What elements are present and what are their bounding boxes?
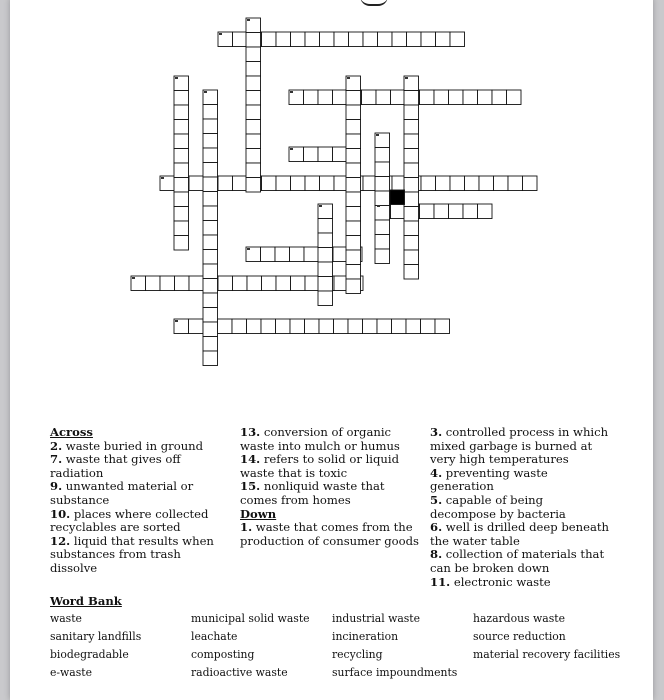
clue-number-mark — [377, 205, 380, 207]
clue-down-6: 6. well is drilled deep beneath the water table — [430, 520, 609, 548]
crossword-cell[interactable] — [406, 319, 421, 334]
crossword-cell[interactable] — [407, 32, 422, 47]
crossword-cell[interactable] — [523, 176, 538, 191]
crossword-cell[interactable] — [233, 176, 248, 191]
crossword-cell[interactable] — [246, 134, 261, 149]
crossword-cell[interactable] — [346, 134, 361, 149]
crossword-cell[interactable] — [346, 105, 361, 120]
crossword-cell[interactable] — [404, 105, 419, 120]
crossword-cell[interactable] — [377, 319, 392, 334]
crossword-cell[interactable] — [421, 176, 436, 191]
crossword-cell[interactable] — [363, 319, 378, 334]
word-bank-item: municipal solid waste — [191, 612, 310, 625]
down-heading: Down — [240, 506, 277, 521]
crossword-cell[interactable] — [318, 90, 333, 105]
crossword-cell[interactable] — [346, 91, 361, 106]
crossword-cell[interactable] — [203, 177, 218, 192]
clue-across-15: 15. nonliquid waste that comes from homes — [240, 479, 385, 507]
crossword-cell[interactable] — [346, 279, 361, 294]
crossword-cell[interactable] — [174, 192, 189, 207]
clue-number-mark — [319, 205, 322, 207]
crossword-cell[interactable] — [262, 176, 277, 191]
crossword-cell[interactable] — [375, 148, 390, 163]
crossword-cell[interactable] — [246, 33, 261, 48]
crossword-cell[interactable] — [276, 319, 291, 334]
crossword-cell[interactable] — [203, 221, 218, 236]
word-bank-item: composting — [191, 648, 255, 661]
clue-across-2: 2. waste buried in ground — [50, 438, 204, 453]
crossword-cell[interactable] — [203, 134, 218, 149]
crossword-cell[interactable] — [291, 176, 306, 191]
crossword-cell[interactable] — [349, 32, 364, 47]
crossword-cell[interactable] — [465, 176, 480, 191]
crossword-cell[interactable] — [203, 163, 218, 178]
crossword-cell[interactable] — [218, 319, 233, 334]
crossword-cell[interactable] — [434, 204, 449, 219]
clue-across-12: 12. liquid that results when substances from trash dissolve — [50, 533, 214, 575]
clue-across-13: 13. conversion of organic waste into mulch or humus — [240, 425, 400, 453]
word-bank-item: e-waste — [50, 666, 92, 679]
crossword-cell[interactable] — [203, 235, 218, 250]
crossword-cell[interactable] — [246, 91, 261, 106]
crossword-cell[interactable] — [404, 265, 419, 280]
crossword-cell[interactable] — [436, 32, 451, 47]
crossword-cell[interactable] — [404, 134, 419, 149]
crossword-cell[interactable] — [334, 319, 349, 334]
clue-number-mark — [175, 320, 178, 322]
crossword-cell[interactable] — [404, 163, 419, 178]
crossword-cell[interactable] — [203, 119, 218, 134]
crossword-cell[interactable] — [375, 220, 390, 235]
crossword-cell[interactable] — [404, 91, 419, 106]
word-bank-item: material recovery facilities — [473, 648, 621, 661]
crossword-cell[interactable] — [174, 91, 189, 106]
crossword-cell[interactable] — [346, 236, 361, 251]
crossword-cell[interactable] — [320, 32, 335, 47]
crossword-cell[interactable] — [232, 319, 247, 334]
crossword-cell[interactable] — [494, 176, 509, 191]
crossword-cell[interactable] — [146, 276, 161, 291]
crossword-cell[interactable] — [479, 176, 494, 191]
clue-across-7: 7. waste that gives off radiation — [50, 452, 181, 480]
crossword-cell[interactable] — [246, 105, 261, 120]
crossword-cell[interactable] — [362, 90, 377, 105]
crossword-cell[interactable] — [174, 149, 189, 164]
crossword-cell[interactable] — [449, 90, 464, 105]
word-bank-item: incineration — [332, 630, 399, 643]
crossword-cell[interactable] — [404, 192, 419, 207]
crossword-cell[interactable] — [246, 47, 261, 62]
clue-down-4: 4. preventing waste generation — [430, 465, 548, 494]
crossword-cell[interactable] — [375, 191, 390, 206]
crossword-cell[interactable] — [378, 32, 393, 47]
clues-col-2 — [240, 426, 420, 548]
across-heading: Across — [50, 425, 93, 439]
crossword-cell[interactable] — [203, 264, 218, 279]
crossword-cell[interactable] — [318, 219, 333, 234]
clue-number-mark — [247, 19, 250, 21]
crossword-cell[interactable] — [375, 162, 390, 177]
crossword-cell[interactable] — [304, 90, 319, 105]
crossword-cell[interactable] — [450, 176, 465, 191]
crossword-cell[interactable] — [346, 221, 361, 236]
crossword-cell[interactable] — [203, 105, 218, 120]
crossword-cell[interactable] — [333, 147, 348, 162]
crossword-cell[interactable] — [218, 276, 233, 291]
crossword-cell[interactable] — [174, 178, 189, 193]
crossword-cell[interactable] — [174, 105, 189, 120]
crossword-cell[interactable] — [392, 319, 407, 334]
crossword-cell[interactable] — [246, 149, 261, 164]
crossword-cell[interactable] — [218, 176, 233, 191]
crossword-cell[interactable] — [507, 90, 522, 105]
crossword-cell[interactable] — [420, 204, 435, 219]
crossword-cell[interactable] — [463, 204, 478, 219]
crossword-cell[interactable] — [421, 32, 436, 47]
crossword-cell[interactable] — [346, 163, 361, 178]
crossword-cell[interactable] — [318, 233, 333, 248]
crossword-cell[interactable] — [450, 32, 465, 47]
crossword-cell[interactable] — [276, 32, 291, 47]
crossword-cell[interactable] — [291, 276, 306, 291]
clue-down-3: 3. controlled process in which mixed garbage is burned at very high temperatures — [430, 425, 609, 467]
crossword-cell[interactable] — [375, 206, 390, 221]
crossword-cell[interactable] — [346, 207, 361, 222]
word-bank-item: leachate — [191, 630, 238, 643]
word-bank-item: surface impoundments — [332, 666, 458, 679]
crossword-cell[interactable] — [233, 276, 248, 291]
crossword-cell[interactable] — [304, 147, 319, 162]
clue-number-mark — [247, 248, 250, 250]
word-bank-item: waste — [50, 612, 82, 625]
crossword-cell[interactable] — [247, 319, 262, 334]
crossword-cell[interactable] — [246, 76, 261, 91]
crossword-cell[interactable] — [478, 90, 493, 105]
crossword-cell[interactable] — [174, 120, 189, 135]
clue-number-mark — [161, 177, 164, 179]
crossword-cell[interactable] — [421, 319, 436, 334]
crossword-cell[interactable] — [404, 250, 419, 265]
word-bank-item: recycling — [332, 648, 383, 661]
word-bank-item: industrial waste — [332, 612, 421, 625]
word-bank-item: radioactive waste — [191, 666, 288, 679]
crossword-cell[interactable] — [376, 90, 391, 105]
clue-number-mark — [405, 77, 408, 79]
crossword-cell[interactable] — [189, 319, 204, 334]
clue-down-8: 8. collection of materials that can be broken down — [430, 547, 605, 575]
word-bank-item: hazardous waste — [473, 612, 565, 625]
crossword-cell[interactable] — [261, 247, 276, 262]
crossword-cell[interactable] — [318, 147, 333, 162]
crossword-cell[interactable] — [305, 176, 320, 191]
crossword-cell[interactable] — [478, 204, 493, 219]
crossword-cell[interactable] — [318, 262, 333, 277]
word-bank-heading: Word Bank — [50, 594, 122, 608]
crossword-cell[interactable] — [290, 247, 305, 262]
crossword-cell[interactable] — [404, 236, 419, 251]
crossword-cell[interactable] — [492, 90, 507, 105]
crossword-cell[interactable] — [174, 236, 189, 251]
crossword-cell[interactable] — [304, 247, 319, 262]
crossword-cell[interactable] — [318, 277, 333, 292]
crossword-cell[interactable] — [246, 163, 261, 178]
crossword-cell[interactable] — [391, 204, 406, 219]
crossword-cell[interactable] — [275, 247, 290, 262]
crossword-cell[interactable] — [375, 249, 390, 264]
crossword-cell[interactable] — [246, 120, 261, 135]
crossword-cell[interactable] — [404, 207, 419, 222]
crossword-cell[interactable] — [203, 308, 218, 323]
black-square — [390, 190, 405, 205]
crossword-cell[interactable] — [346, 149, 361, 164]
crossword-cell[interactable] — [363, 32, 378, 47]
crossword-cell[interactable] — [320, 176, 335, 191]
crossword-cell[interactable] — [203, 250, 218, 265]
crossword-cell[interactable] — [449, 204, 464, 219]
crossword-cell[interactable] — [404, 120, 419, 135]
crossword-cell[interactable] — [436, 176, 451, 191]
crossword-cell[interactable] — [375, 177, 390, 192]
clue-across-14: 14. refers to solid or liquid waste that is toxic — [240, 452, 400, 480]
crossword-cell[interactable] — [463, 90, 478, 105]
crossword-cell[interactable] — [233, 32, 248, 47]
crossword-cell[interactable] — [319, 319, 334, 334]
crossword-cell[interactable] — [305, 319, 320, 334]
crossword-cell[interactable] — [392, 32, 407, 47]
crossword-cell[interactable] — [174, 163, 189, 178]
crossword-cell[interactable] — [404, 178, 419, 193]
word-bank-item: biodegradable — [50, 648, 129, 661]
crossword-cell[interactable] — [160, 276, 175, 291]
crossword-cell[interactable] — [508, 176, 523, 191]
clue-across-10: 10. places where collected recyclables are sorted — [50, 506, 209, 535]
crossword-cell[interactable] — [261, 319, 276, 334]
crossword-cell[interactable] — [420, 90, 435, 105]
word-bank-item: source reduction — [473, 630, 566, 643]
crossword-cell[interactable] — [318, 248, 333, 263]
crossword-cell[interactable] — [291, 32, 306, 47]
crossword-cell[interactable] — [276, 176, 291, 191]
clue-across-9: 9. unwanted material or substance — [50, 479, 194, 507]
clues-col-1 — [50, 426, 230, 576]
clue-down-5: 5. capable of being decompose by bacteria — [430, 492, 566, 521]
crossword-cell[interactable] — [246, 62, 261, 77]
crossword-cell[interactable] — [262, 32, 277, 47]
crossword-cell[interactable] — [189, 276, 204, 291]
crossword-cell[interactable] — [203, 351, 218, 366]
clue-down-1: 1. waste that comes from the production of consumer goods — [240, 520, 419, 548]
crossword-cell[interactable] — [333, 247, 348, 262]
crossword-cell[interactable] — [203, 192, 218, 207]
clue-number-mark — [175, 77, 178, 79]
crossword-cell[interactable] — [346, 250, 361, 265]
crossword-cell[interactable] — [346, 120, 361, 135]
clue-number-mark — [219, 33, 222, 35]
clue-number-mark — [347, 77, 350, 79]
crossword-cell[interactable] — [333, 90, 348, 105]
crossword-cell[interactable] — [375, 235, 390, 250]
clue-number-mark — [132, 277, 135, 279]
crossword-cell[interactable] — [246, 178, 261, 193]
crossword-cell[interactable] — [203, 322, 218, 337]
clue-number-mark — [376, 134, 379, 136]
crossword-cell[interactable] — [318, 291, 333, 306]
crossword-cell[interactable] — [203, 206, 218, 221]
crossword-cell[interactable] — [391, 90, 406, 105]
crossword-cell[interactable] — [434, 90, 449, 105]
crossword-cell[interactable] — [189, 176, 204, 191]
clues-col-3 — [430, 426, 610, 589]
crossword-cell[interactable] — [203, 337, 218, 352]
clue-down-11: 11. electronic waste — [430, 574, 551, 589]
crossword-cell[interactable] — [247, 276, 262, 291]
crossword-cell[interactable] — [305, 276, 320, 291]
crossword-cell[interactable] — [346, 178, 361, 193]
crossword-cell[interactable] — [276, 276, 291, 291]
crossword-cell[interactable] — [174, 134, 189, 149]
crossword-cell[interactable] — [290, 319, 305, 334]
crossword-cell[interactable] — [435, 319, 450, 334]
crossword-cell[interactable] — [262, 276, 277, 291]
crossword-cell[interactable] — [203, 293, 218, 308]
crossword-cell[interactable] — [346, 192, 361, 207]
crossword-cell[interactable] — [404, 221, 419, 236]
crossword-cell[interactable] — [174, 207, 189, 222]
crossword-cell[interactable] — [334, 32, 349, 47]
crossword-cell[interactable] — [346, 265, 361, 280]
crossword-cell[interactable] — [305, 32, 320, 47]
crossword-cell[interactable] — [203, 279, 218, 294]
crossword-cell[interactable] — [404, 149, 419, 164]
clue-number-mark — [290, 148, 293, 150]
clue-number-mark — [204, 91, 207, 93]
crossword-cell[interactable] — [203, 148, 218, 163]
crossword-cell[interactable] — [348, 319, 363, 334]
clue-number-mark — [290, 91, 293, 93]
word-bank-item: sanitary landfills — [50, 630, 142, 643]
crossword-cell[interactable] — [174, 221, 189, 236]
crossword-cell[interactable] — [175, 276, 190, 291]
